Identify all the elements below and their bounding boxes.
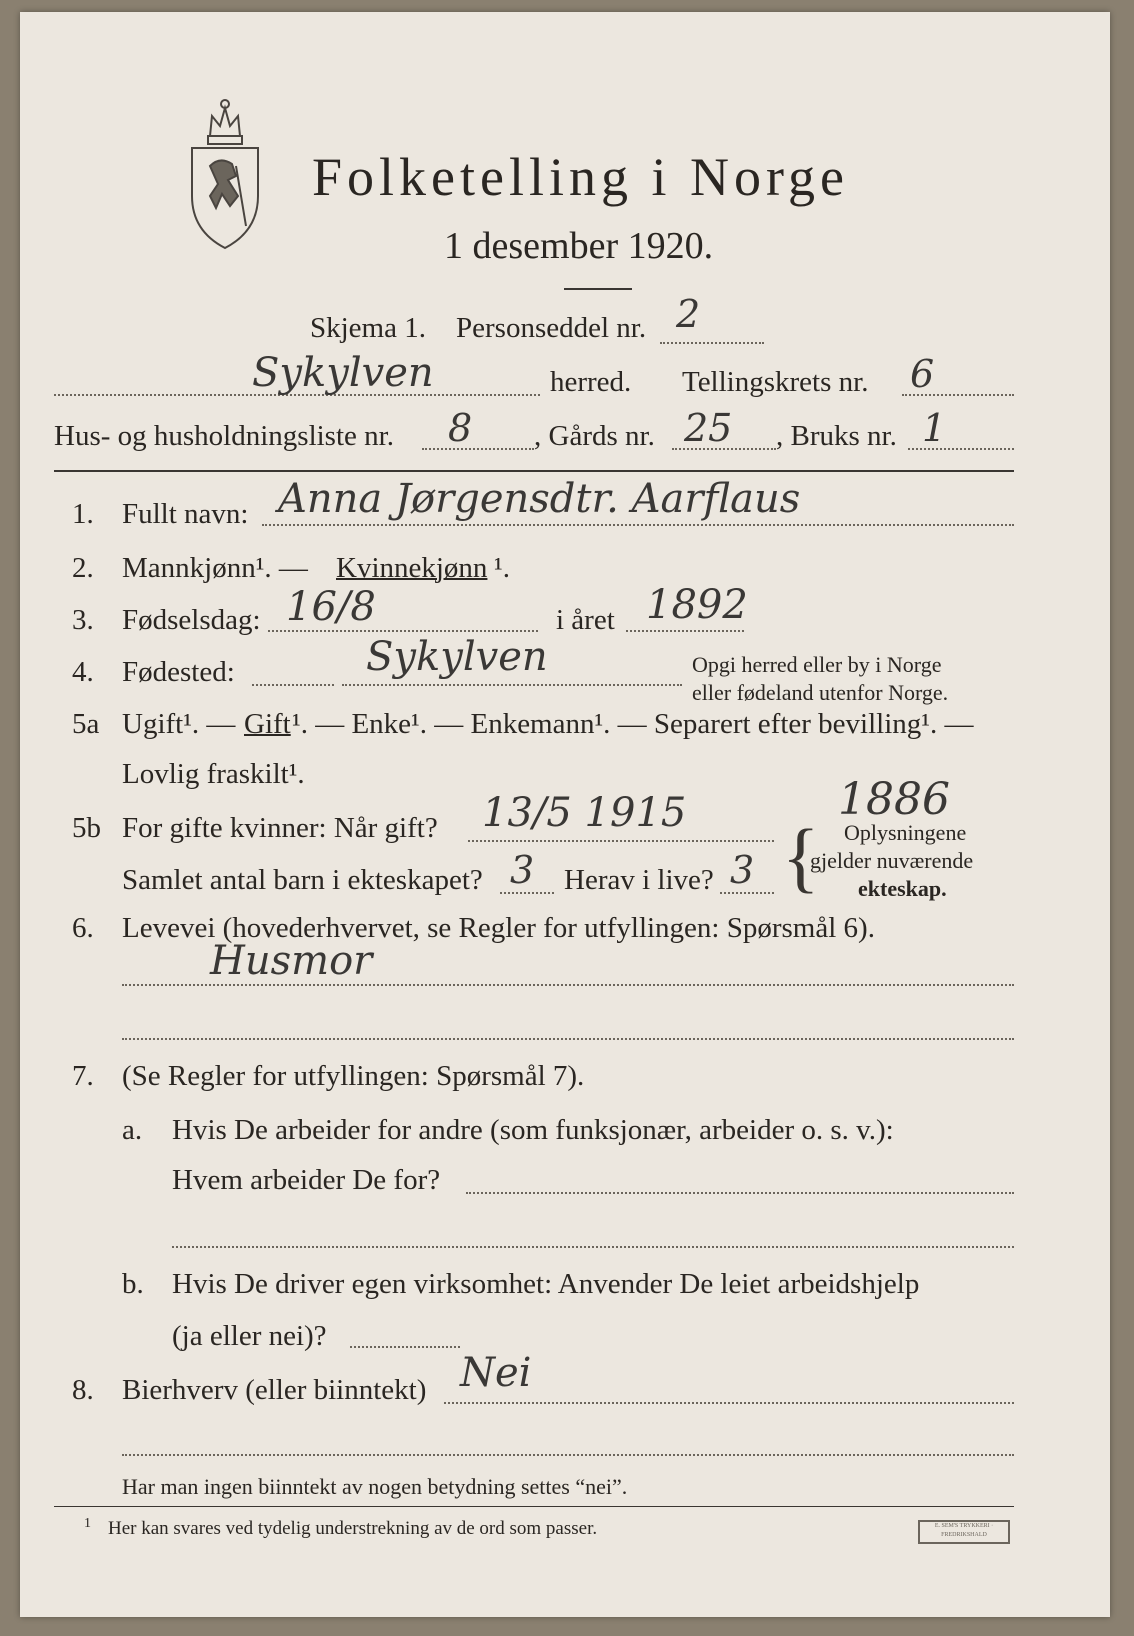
coat-of-arms-icon <box>180 96 270 256</box>
title-divider <box>564 288 632 290</box>
q8-number: 8. <box>72 1374 94 1406</box>
form-number-label: Skjema 1. <box>310 312 426 344</box>
occupation-value: Husmor <box>210 938 373 984</box>
female-option-suffix: ¹. <box>494 552 510 584</box>
herred-label: herred. <box>550 366 632 398</box>
side-income-line-2 <box>122 1454 1014 1456</box>
birthplace-line-a <box>252 684 334 686</box>
personseddel-label: Personseddel nr. <box>456 312 647 344</box>
printer-stamp-text: E. SEM'S TRYKKERI · FREDRIKSHALD <box>934 1523 994 1538</box>
birthday-value: 16/8 <box>286 584 376 630</box>
footnote-text: Her kan svares ved tydelig understrekning av de ord som passer. <box>108 1518 598 1539</box>
birthplace-value: Sykylven <box>366 634 548 680</box>
q7a-line1: Hvis De arbeider for andre (som funksjonær, arbeider o. s. v.): <box>172 1114 894 1146</box>
children-value: 3 <box>510 848 535 892</box>
occupation-label: Levevei (hovederhvervet, se Regler for utfyllingen: Spørsmål 6). <box>122 912 875 944</box>
alive-line <box>720 892 774 894</box>
married-line <box>468 840 774 842</box>
children-line <box>500 892 554 894</box>
husliste-value: 8 <box>448 406 473 450</box>
q3-label: Fødselsdag: <box>122 604 261 636</box>
side-income-value: Nei <box>460 1350 532 1396</box>
tellingskrets-value: 6 <box>910 352 935 396</box>
q3-number: 3. <box>72 604 94 636</box>
census-date: 1 desember 1920. <box>444 225 714 267</box>
q7a-letter: a. <box>122 1114 143 1146</box>
marriage-note-2: gjelder nuværende <box>810 848 974 873</box>
form-title: Folketelling i Norge <box>312 147 849 207</box>
q5a-number: 5a <box>72 708 100 740</box>
male-option: Mannkjønn¹. — <box>122 552 308 584</box>
birthplace-line-b <box>342 684 682 686</box>
alive-value: 3 <box>730 848 755 892</box>
no-income-note: Har man ingen biinntekt av nogen betydning settes “nei”. <box>122 1474 628 1499</box>
q7b-line1: Hvis De driver egen virksomhet: Anvender De leiet arbeidshjelp <box>172 1268 920 1300</box>
marriage-note-1: Oplysningene <box>844 820 967 845</box>
herred-value: Sykylven <box>252 350 434 396</box>
personseddel-line <box>660 342 764 344</box>
marriage-note-3: ekteskap. <box>858 876 947 901</box>
header-divider <box>54 470 1014 472</box>
bruks-label: , Bruks nr. <box>776 420 897 452</box>
side-income-line-1 <box>444 1402 1014 1404</box>
q1-line <box>262 524 1014 526</box>
printer-stamp <box>918 1520 1010 1544</box>
children-label: Samlet antal barn i ekteskapet? <box>122 864 483 896</box>
birth-year-value: 1892 <box>646 582 748 628</box>
full-name-value: Anna Jørgensdtr. Aarflaus <box>278 476 801 522</box>
year-label: i året <box>556 604 615 636</box>
birthplace-note-1: Opgi herred eller by i Norge <box>692 652 942 677</box>
status-ugift: Ugift¹. — <box>122 708 236 740</box>
q1-number: 1. <box>72 498 94 530</box>
q4-number: 4. <box>72 656 94 688</box>
alive-label: Herav i live? <box>564 864 714 896</box>
margin-year-annotation: 1886 <box>838 774 950 825</box>
personseddel-value: 2 <box>676 292 701 336</box>
census-form <box>20 12 1110 1617</box>
q7-number: 7. <box>72 1060 94 1092</box>
occupation-line-2 <box>122 1038 1014 1040</box>
tellingskrets-label: Tellingskrets nr. <box>682 366 869 398</box>
occupation-line-1 <box>122 984 1014 986</box>
footnote-mark: 1 <box>84 1516 91 1531</box>
footer-divider <box>54 1506 1014 1507</box>
employer-line-1 <box>466 1192 1014 1194</box>
husliste-line <box>422 448 534 450</box>
q5b-number: 5b <box>72 812 101 844</box>
q7a-line2: Hvem arbeider De for? <box>172 1164 441 1196</box>
birthplace-note-2: eller fødeland utenfor Norge. <box>692 680 949 705</box>
female-option: Kvinnekjønn <box>336 552 488 584</box>
q7b-letter: b. <box>122 1268 144 1300</box>
status-fraskilt: Lovlig fraskilt¹. <box>122 758 305 790</box>
status-other: ¹. — Enke¹. — Enkemann¹. — Separert efter bevilling¹. — <box>292 708 974 740</box>
brace-icon: { <box>782 813 820 900</box>
married-label: For gifte kvinner: Når gift? <box>122 812 438 844</box>
birthday-line <box>268 630 538 632</box>
q1-label: Fullt navn: <box>122 498 249 530</box>
gards-value: 25 <box>684 406 733 450</box>
husliste-label: Hus- og husholdningsliste nr. <box>54 420 394 452</box>
q4-label: Fødested: <box>122 656 235 688</box>
married-date-value: 13/5 1915 <box>482 790 687 836</box>
q7b-line2: (ja eller nei)? <box>172 1320 327 1352</box>
q7-label: (Se Regler for utfyllingen: Spørsmål 7). <box>122 1060 585 1092</box>
year-line <box>626 630 744 632</box>
side-income-label: Bierhverv (eller biinntekt) <box>122 1374 427 1406</box>
q2-number: 2. <box>72 552 94 584</box>
status-gift: Gift <box>244 708 291 740</box>
gards-label: , Gårds nr. <box>534 420 655 452</box>
employer-line-2 <box>172 1246 1014 1248</box>
hired-help-line <box>350 1346 460 1348</box>
bruks-value: 1 <box>922 406 947 450</box>
q6-number: 6. <box>72 912 94 944</box>
